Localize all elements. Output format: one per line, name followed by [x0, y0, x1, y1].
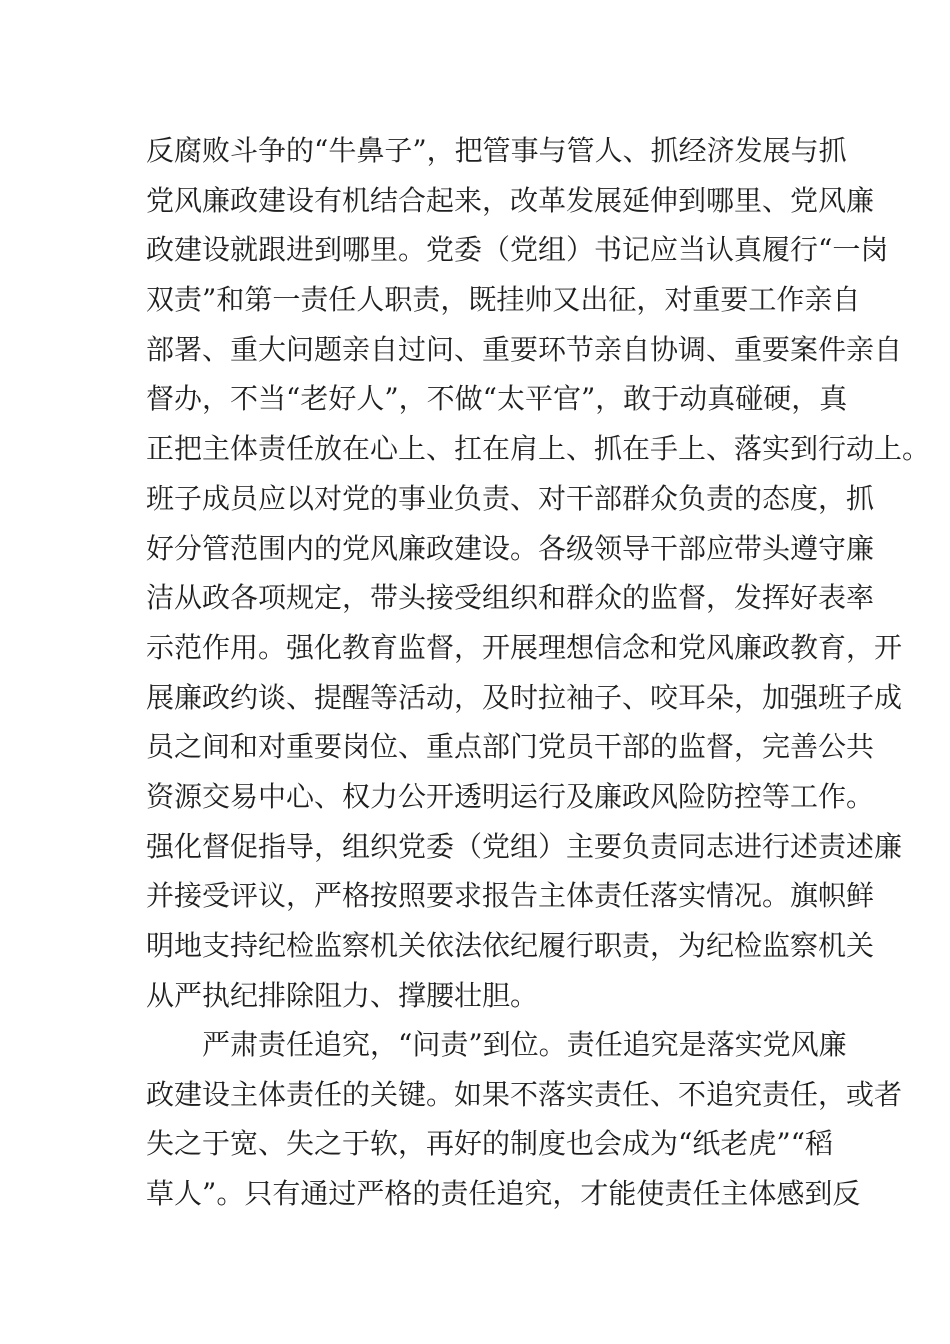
text-line: 正把主体责任放在心上、扛在肩上、抓在手上、落实到行动上。 — [146, 432, 931, 466]
text-line: 好分管范围内的党风廉政建设。各级领导干部应带头遵守廉 — [146, 531, 875, 565]
text-line: 严肃责任追究，“问责”到位。责任追究是落实党风廉 — [202, 1028, 847, 1061]
text-line: 资源交易中心、权力公开透明运行及廉政风险防控等工作。 — [146, 779, 875, 813]
text-line: 展廉政约谈、提醒等活动，及时拉袖子、咬耳朵，加强班子成 — [146, 680, 903, 714]
text-line: 从严执纪排除阻力、撑腰壮胆。 — [146, 978, 539, 1012]
paragraph-2 — [146, 1020, 903, 1219]
text-line: 失之于宽、失之于软，再好的制度也会成为“纸老虎”“稻 — [146, 1127, 833, 1161]
text-line: 党风廉政建设有机结合起来，改革发展延伸到哪里、党风廉 — [146, 183, 875, 217]
text-line: 双责”和第一责任人职责，既挂帅又出征，对重要工作亲自 — [146, 283, 861, 317]
text-line: 反腐败斗争的“牛鼻子”，把管事与管人、抓经济发展与抓 — [146, 134, 847, 167]
text-line: 强化督促指导，组织党委（党组）主要负责同志进行述责述廉 — [146, 829, 903, 863]
text-line: 部署、重大问题亲自过问、重要环节亲自协调、重要案件亲自 — [146, 332, 903, 366]
text-line: 班子成员应以对党的事业负责、对干部群众负责的态度，抓 — [146, 481, 875, 515]
text-line: 政建设就跟进到哪里。党委（党组）书记应当认真履行“一岗 — [146, 233, 889, 267]
text-line: 员之间和对重要岗位、重点部门党员干部的监督，完善公共 — [146, 730, 875, 764]
text-line: 草人”。只有通过严格的责任追究，才能使责任主体感到反 — [146, 1177, 861, 1211]
text-line: 督办，不当“老好人”，不做“太平官”，敢于动真碰硬，真 — [146, 382, 848, 416]
text-line: 明地支持纪检监察机关依法依纪履行职责，为纪检监察机关 — [146, 929, 875, 962]
text-line: 洁从政各项规定，带头接受组织和群众的监督，发挥好表率 — [146, 581, 875, 615]
text-line: 示范作用。强化教育监督，开展理想信念和党风廉政教育，开 — [146, 630, 903, 664]
paragraph-1 — [146, 126, 931, 1020]
text-line: 并接受评议，严格按照要求报告主体责任落实情况。旗帜鲜 — [146, 879, 875, 913]
text-line: 政建设主体责任的关键。如果不落实责任、不追究责任，或者 — [146, 1077, 903, 1111]
